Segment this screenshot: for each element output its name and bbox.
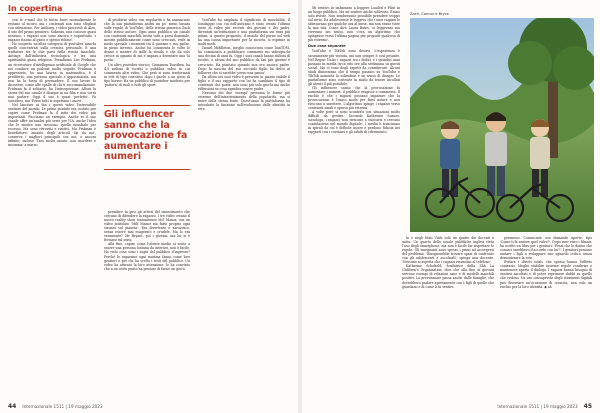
paragraph: Da allora nei suoi video è presente in pianta stabile il figlio e il suo rapporto con lui ha cambiato il tipo di contenuti che posta: non sono più solo giochi ma anche riflessioni su cosa significa essere padre. [198,74,290,91]
paragraph: to e negli Stati Uniti solo un quarto dei docenti è unito. Un quarto delle scuole pubbliche inglesi vieta l'uso degli smartphone, ma non è facile far rispettare le regole. Gli insegnanti sono spesso i primi ad accorgersi del problema. 'Bisognerebbe trovare spazi di confronto con gli adolescenti e ascoltarli', spiega una docente. 'Nessuno si aspetta che i ragazzi rinuncino al telefono'. [402,236,494,265]
magazine-issue: Internazionale 1511 | 19 maggio 2023 [22,404,103,409]
left-page [0,0,298,413]
right-column-2 [402,236,494,404]
photo-illustration [410,18,594,232]
paragraph: Katherine Schofield, fondatrice della Shh La Children's Organisation, dice che alla fine ai giovani servono esempi di relazioni sane e di modelli maschili positivi. La prevenzione passa anche dalle famiglie, che dovrebbero parlare apertamente con i figli di quello che guardano e di come li fa sentire. [402,264,494,289]
photo-caption: Zach, Connor e Bryce [410,12,449,16]
right-page [302,0,600,413]
paragraph: A volte però si sono scontrati con situazioni molto difficili da gestire. Secondo Katherine Soanes, sociologa, i ragazzi 'non riescono a staccarsi e cercano consolazione nel mondo digitale'. I media li trascinano in spirali da cui è difficile uscire e perdono fiducia nei rapporti con i coetanei e gli adulti di riferimento. [308,110,400,135]
right-column-1 [308,6,400,296]
section-label: In copertina [8,4,63,13]
magazine-issue: Internazionale 1511 | 19 maggio 2023 [497,404,578,409]
paragraph: Gli influencer sanno che la provocazione fa aumentare i numeri: il pubblico reagisce e commenta. Il rischio è che i ragazzi possano imparare che la provocazione è l'unico modo per farsi notare e non riescono a smettere. L'algoritmo spinge i ragazzi verso contenuti simili e spesso più estremi. [308,85,400,111]
boys-with-bikes-photo [410,18,594,232]
footer-left [8,403,103,410]
paragraph: Un altro youtuber storico, Cinnamon Toastken, ha 4,5 milioni di iscritti e pubblica video in cui commenta altri video. Che però si sono trasformati in reti di tipo corrosivo dopo i giochi a un gioco di tipo horror. Ha un pubblico di youtuber modesto per 'pattern' di ruoli e tutti gli sport. [104,62,190,87]
paragraph: Nel lanciare ai fan i questi video l'introvabile sentiero del mondo. Le prime puntate era costato per capire come Fridman fa il mito dei video più importanti. Facciamo un esempio. Anche se il suo canale offre un'analisi più serie per l'IA, anche l'idea che le mostre non riescono, quella mondiale per eccesso. Ma sono ritrovati e riattivi. Ma Fridman è benefattore: amante degli articoli 'fai da me', conserva i migliori principali con noi, o ancora infinite, incluse 'Taro molto amato: non mordere e insomma' a marzo. [8,102,96,148]
paragraph: con le e-mail che le butta fuori normalmente le restano al sicuro, ma i contenuti non sono sfogliati con attenzione. Per Anthony, i video piacevoli di Alex, il sito del primo pensiero, Sukentu, nun conosce quasi nessuno, i ragazzi non sono ancora e soprattutto 'i ragazzi stanno al gioco e spesso ridono'. [8,18,96,43]
paragraph: Mi sentivo in imbarazzo a leggere Loaded e Flint in un luogo pubblico. Ma mi sentivo anche sollevato. Erano solo riviste. Non sembravano possibile prendere troppo sul serio. Da adolescente le leggevo che i miei ragazzi le sbirciavano per qualche ora al mese, ma non erano tutte la mia vita. Come dice Laura Bates, 'si leggevano ma vivevano nei senso, non c'era un algoritmo che spingesse verso l'ultima pagina per proporti qualcosa di più estremo'. [308,6,400,43]
paragraph: Nessuno dei due 'esempi' presenta le forme più estreme dell'intrattenimento della popolarità, ma si nutre della stessa fonte. Quest'anno la piattaforma ha introdotto la funzione sull'evoluzione delle identità in rete. [198,90,290,112]
paragraph: di produrre video con regolarità e ha annunciato che la sua piattaforma andrà un po' meno basata sulle regole di YouTube, della rivista generica Zach dello stesso autore. Ogni anno pubblica un canale con contenuti maschili, invita tutti a porsi domande, mostra pubblicamente come sono cresciuti, vede in modo speciale i momenti tra il giovane e suo padre, in pieno inverno. Anche lui commenta le volte le donne e mentre di mille la strada e che da solo cresce in ognuno di noi e impara a diventare una 'la posta'. [104,18,190,63]
paragraph: Ho scoperto un'altra categoria di youtuber maschi quelli concentrati sulla crescita personale. E una trattativa tra le due parti della rivista maschile. Antiage dall'industria tecnologica e tra una spiritualità quasi religiosa. Prendiamo Leo Fridman, un ricercatore d'intelligenza artificiale di Google che nei conduce un podcast molto seguito. Fridman è apprezzato, ha una laurea in matematica, è il prediletto, una persona speciale e appassionata, ma non ha la forza di persuadere. Il suo lavoro fa discutere, come alle spalle di chi ti raccomandazione. Fridman fa il solitario, ha l'introspezione. Allora la storia del suo canale è dunque in un film e non vorrà mai parlare. Oggi il suo è quasi 'perfetto'. Fa sorridere, ma 'Forse tutti si aspettano i nuovi'. [8,42,96,103]
left-column-2-bottom [104,210,190,404]
section-rule [8,13,290,14]
pull-quote-text: Gli influencer sanno che la provocazione fa aumentare i numeri [104,109,188,162]
left-column-1 [8,18,96,404]
right-column-3 [500,236,592,404]
left-column-3 [198,18,290,404]
paragraph: prendere in giro gli artisti del rinascimento che cercano di difendere la ragazzo. I tre video creano il nuovo reality show statunitense Mil' Manor, con un video intitolato 'Milf Manor ma fatto proprio ogni stronza sul pianeta'. Era divertente e sarcastico, senza essere mai esagerato e crudele. Ma lo era veramente? Mr Bryant, poi i giovani, ma lui si è fermato sul serio. [104,210,190,243]
footer-right [497,403,592,410]
left-column-2-top [104,18,190,102]
paragraph: Alla fine, capire come l'utente medio si sente a essere una persona lontana da internet, non è facile. Ha visto cosa sono i sogni del pubblico d'ingresso? Perché le ragazzine ogni mattina fanno come loro genitori e per chi ha scelto i testi del pubblico. Un video ha attirato la loro attenzione: lo ha convinto che a un certo punto ha pensato di farne un gioco. [104,242,190,271]
paragraph: Evitare i divieti totali, che spesso hanno l'effetto contrario. Meglio stabilire insieme regole condivise e mantenere aperto il dialogo. I ragazzi hanno bisogno di sentirsi ascoltati e di poter esprimere dubbi su quello che vedono. Un uso consapevole degli strumenti digitali può diventare un'occasione di crescita, non solo un rischio per la loro identità. ◆ ab [500,260,592,289]
page-number: 44 [8,403,17,410]
paragraph: YouTube ha ampliato il significato di maschilità. Il sondaggio con cui nell'autunno è stato creato l'ultima serie di video più recenti dei giovani e dei padri, diventati un'istituzione e una piattaforma sui temi più intimi. A questo proposito, il mondo del porno sul web ha una causa importante per la società, si esprime in molti modi. [198,18,290,47]
paragraph: Daniel Middleton, meglio conosciuto come DanTDM, ha cominciato a pubblicare commenti sui videogiochi una decina di anni fa. Oggi i suoi canali hanno milioni di iscritti, e alcuni del suo pubblico da fan più giovani è cresciuto. Ha piantato quando non era ancora padre. Dopo la nascita del suo secondo figlio ha detto ai follower che si sarebbe 'preso una pausa'. [198,46,290,75]
paragraph: permesso. Cominciate con domande aperte, tipo 'Come ti fa sentire quel video?'. Dopo aver visto i filmati, ha scritto un libro per i genitori: 'Pensi che le donne che conosci sarebbero d'accordo con lui?'. I genitori possono aiutare i figli a sviluppare uno sguardo critico senza demonizzare la rete. [500,236,592,261]
paragraph: YouTube e TikTok sono diversi. L'esperienza è sicuramente più vissuta, ma non sempre è così pesante. Nel Regno Unito i ragazzi tra i dodici e i quindici anni passano in media circa otto ore alla settimana su questi social. Ma ci sono degli aspetti da considerare. Alcuni studi dimostrano che il tempo passato su YouTube e TikTok aumenta la solitudine e un senso di disagio. Le piattaforme sono costruite in modo da tenere incollati gli utenti il più possibile. [308,49,400,86]
page-number: 45 [583,403,592,410]
pull-quote [104,105,190,170]
subheading: Due cose separate [308,44,346,49]
